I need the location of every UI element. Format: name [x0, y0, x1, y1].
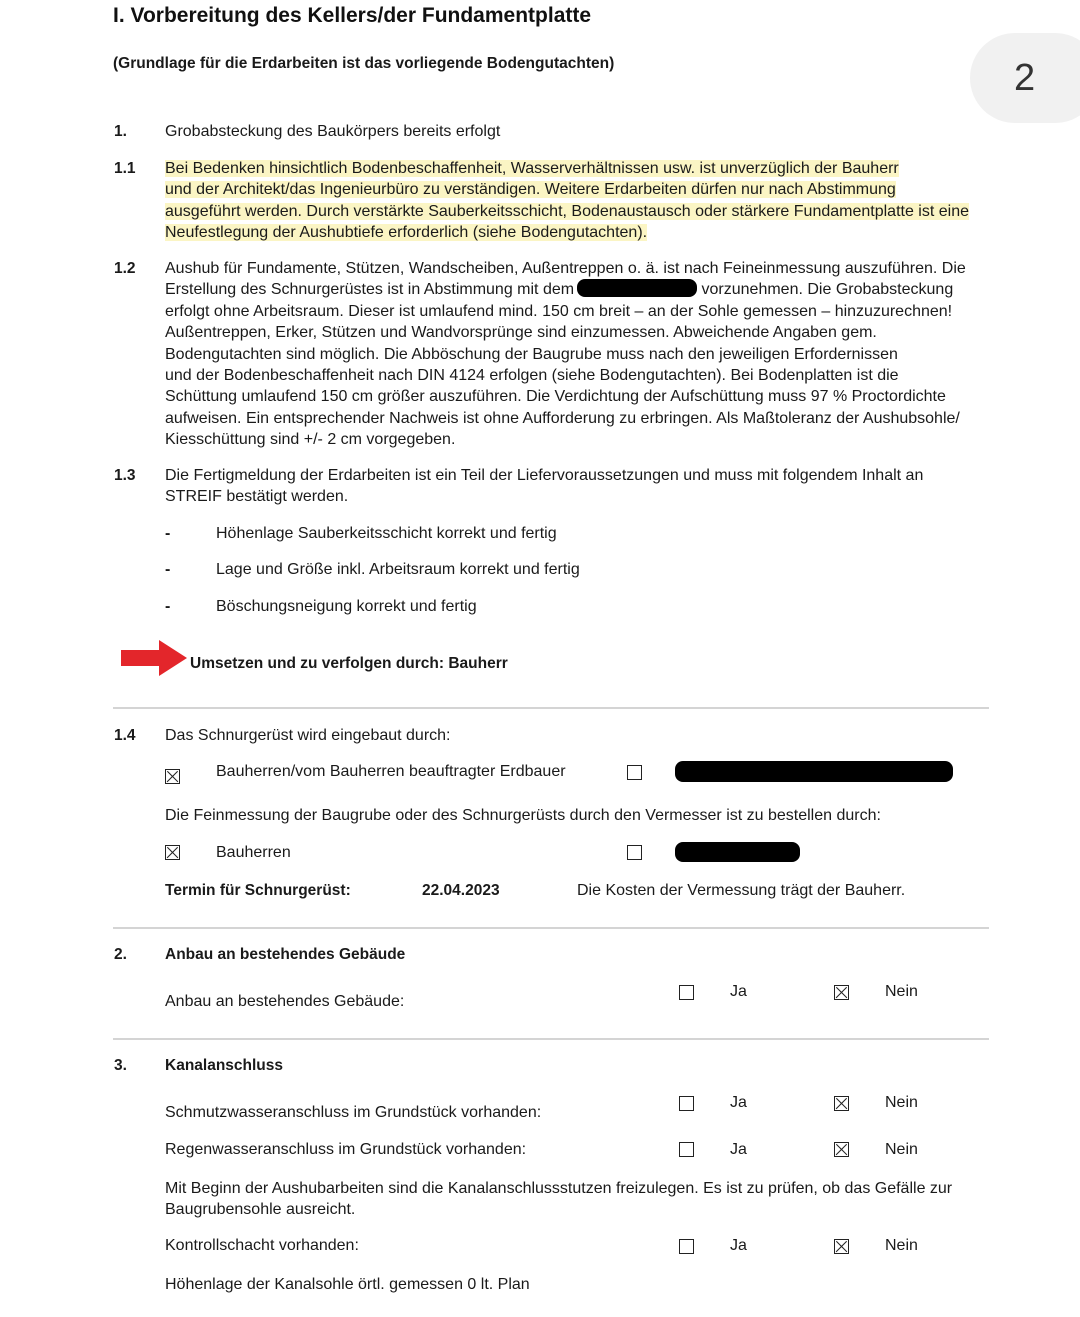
ja-label: Ja	[730, 1141, 747, 1158]
paragraph-line: erfolgt ohne Arbeitsraum. Dieser ist umlaufend mind. 150 cm breit – an der Sohle gemessen – hinzuzurechnen!	[165, 302, 953, 320]
section-1-1-number: 1.1	[114, 160, 136, 177]
anbau-question: Anbau an bestehendes Gebäude:	[165, 993, 405, 1010]
bullet-item: Höhenlage Sauberkeitsschicht korrekt und fertig	[216, 525, 557, 542]
checked-box-icon[interactable]	[165, 845, 180, 860]
bullet-dash: -	[165, 561, 171, 578]
section-3-number: 3.	[114, 1057, 127, 1074]
kontrollschacht-question: Kontrollschacht vorhanden:	[165, 1237, 359, 1254]
empty-box-icon[interactable]	[679, 1239, 694, 1254]
section-1-3-number: 1.3	[114, 467, 136, 484]
divider	[113, 707, 989, 709]
highlighted-line: und der Architekt/das Ingenieurbüro zu verständigen. Weitere Erdarbeiten dürfen nur nach Abstimmung	[165, 181, 896, 199]
paragraph-line: und der Bodenbeschaffenheit nach DIN 4124 erfolgen (siehe Bodengutachten). Bei Bodenplatten ist die	[165, 367, 899, 385]
divider	[113, 927, 989, 929]
regenwasser-question: Regenwasseranschluss im Grundstück vorhanden:	[165, 1141, 527, 1158]
empty-box-icon[interactable]	[679, 985, 694, 1000]
redacted-block	[577, 279, 697, 297]
paragraph-line	[165, 279, 995, 300]
highlighted-line: Bei Bedenken hinsichtlich Bodenbeschaffenheit, Wasserverhältnissen usw. ist unverzüglich der Bauherr	[165, 160, 899, 177]
bullet-dash: -	[165, 525, 171, 542]
nein-label: Nein	[885, 1237, 918, 1254]
highlighted-line: Neufestlegung der Aushubtiefe erforderlich (siehe Bodengutachten).	[165, 224, 648, 242]
nein-label: Nein	[885, 983, 918, 1000]
section-2-number: 2.	[114, 946, 127, 963]
red-arrow-icon	[121, 640, 189, 676]
kosten-text: Die Kosten der Vermessung trägt der Bauherr.	[577, 882, 906, 899]
paragraph-line: Baugrubensohle ausreicht.	[165, 1201, 356, 1219]
paragraph-line: Außentreppen, Erker, Stützen und Wandvorsprünge sind einzumessen. Abweichende Angaben gem.	[165, 324, 877, 342]
section-1-text: Grobabsteckung des Baukörpers bereits erfolgt	[165, 123, 501, 140]
checked-box-icon[interactable]	[834, 1142, 849, 1157]
hoehenlage-text: Höhenlage der Kanalsohle örtl. gemessen 0 lt. Plan	[165, 1276, 530, 1293]
empty-box-icon[interactable]	[679, 1142, 694, 1157]
section-1-2-number: 1.2	[114, 260, 136, 277]
ja-label: Ja	[730, 1237, 747, 1254]
section-1-2-text	[165, 258, 995, 451]
termin-value: 22.04.2023	[422, 882, 500, 899]
page-number: 2	[1014, 57, 1036, 99]
checked-box-icon[interactable]	[834, 1096, 849, 1111]
paragraph-line: Schüttung umlaufend 150 cm größer auszuführen. Die Verdichtung der Aufschüttung muss 97 % Proctordichte	[165, 388, 946, 406]
paragraph-line: Aushub für Fundamente, Stützen, Wandscheiben, Außentreppen o. ä. ist nach Feineinmessung auszuführen. Die	[165, 260, 966, 277]
kanal-hinweis	[165, 1178, 995, 1221]
checked-box-icon[interactable]	[165, 769, 180, 784]
ja-label: Ja	[730, 983, 747, 1000]
paragraph-line: Mit Beginn der Aushubarbeiten sind die Kanalanschlussstutzen freizulegen. Es ist zu prüfen, ob das Gefälle zur	[165, 1180, 953, 1197]
schmutzwasser-question: Schmutzwasseranschluss im Grundstück vorhanden:	[165, 1104, 542, 1121]
line-part: Erstellung des Schnurgerüstes ist in Abstimmung mit dem	[165, 281, 575, 299]
empty-box-icon[interactable]	[627, 845, 642, 860]
termin-label: Termin für Schnurgerüst:	[165, 882, 351, 899]
section-3-heading: Kanalanschluss	[165, 1057, 284, 1074]
redacted-block	[675, 842, 800, 862]
empty-box-icon[interactable]	[679, 1096, 694, 1111]
paragraph-line: Kiesschüttung sind +/- 2 cm vorgegeben.	[165, 431, 456, 449]
paragraph-line: Bodengutachten sind möglich. Die Abböschung der Baugrube muss nach den jeweiligen Erfordernissen	[165, 345, 898, 363]
action-line: Umsetzen und zu verfolgen durch: Bauherr	[190, 655, 508, 672]
divider	[113, 1038, 989, 1040]
option-bauherren: Bauherren	[216, 844, 291, 861]
checked-box-icon[interactable]	[834, 985, 849, 1000]
section-2-heading: Anbau an bestehendes Gebäude	[165, 946, 406, 963]
line-part: vorzunehmen. Die Grobabsteckung	[697, 281, 954, 299]
subtitle: (Grundlage für die Erdarbeiten ist das vorliegende Bodengutachten)	[113, 55, 615, 72]
bullet-item: Lage und Größe inkl. Arbeitsraum korrekt und fertig	[216, 561, 580, 578]
redacted-block	[675, 761, 953, 782]
feinmessung-text: Die Feinmessung der Baugrube oder des Schnurgerüsts durch den Vermesser ist zu bestellen durch:	[165, 807, 881, 824]
section-1-1-text	[165, 158, 995, 244]
paragraph-line: STREIF bestätigt werden.	[165, 488, 349, 506]
checked-box-icon[interactable]	[834, 1239, 849, 1254]
section-1-number: 1.	[114, 123, 127, 140]
section-1-3-text	[165, 465, 995, 508]
paragraph-line: aufweisen. Ein entsprechender Nachweis ist ohne Aufforderung zu erbringen. Als Maßtoleranz der Aushubsohle/	[165, 409, 960, 427]
page-title: I. Vorbereitung des Kellers/der Fundamentplatte	[113, 4, 592, 27]
ja-label: Ja	[730, 1094, 747, 1111]
empty-box-icon[interactable]	[627, 765, 642, 780]
bullet-dash: -	[165, 598, 171, 615]
nein-label: Nein	[885, 1094, 918, 1111]
highlighted-line: ausgeführt werden. Durch verstärkte Sauberkeitsschicht, Bodenaustausch oder stärkere Fundamentplatte ist eine	[165, 202, 969, 220]
section-1-4-text: Das Schnurgerüst wird eingebaut durch:	[165, 727, 451, 744]
paragraph-line: Die Fertigmeldung der Erdarbeiten ist ein Teil der Liefervoraussetzungen und muss mit folgendem Inhalt an	[165, 467, 924, 484]
nein-label: Nein	[885, 1141, 918, 1158]
option-erdbauer: Bauherren/vom Bauherren beauftragter Erdbauer	[216, 763, 566, 780]
bullet-item: Böschungsneigung korrekt und fertig	[216, 598, 477, 615]
section-1-4-number: 1.4	[114, 727, 136, 744]
